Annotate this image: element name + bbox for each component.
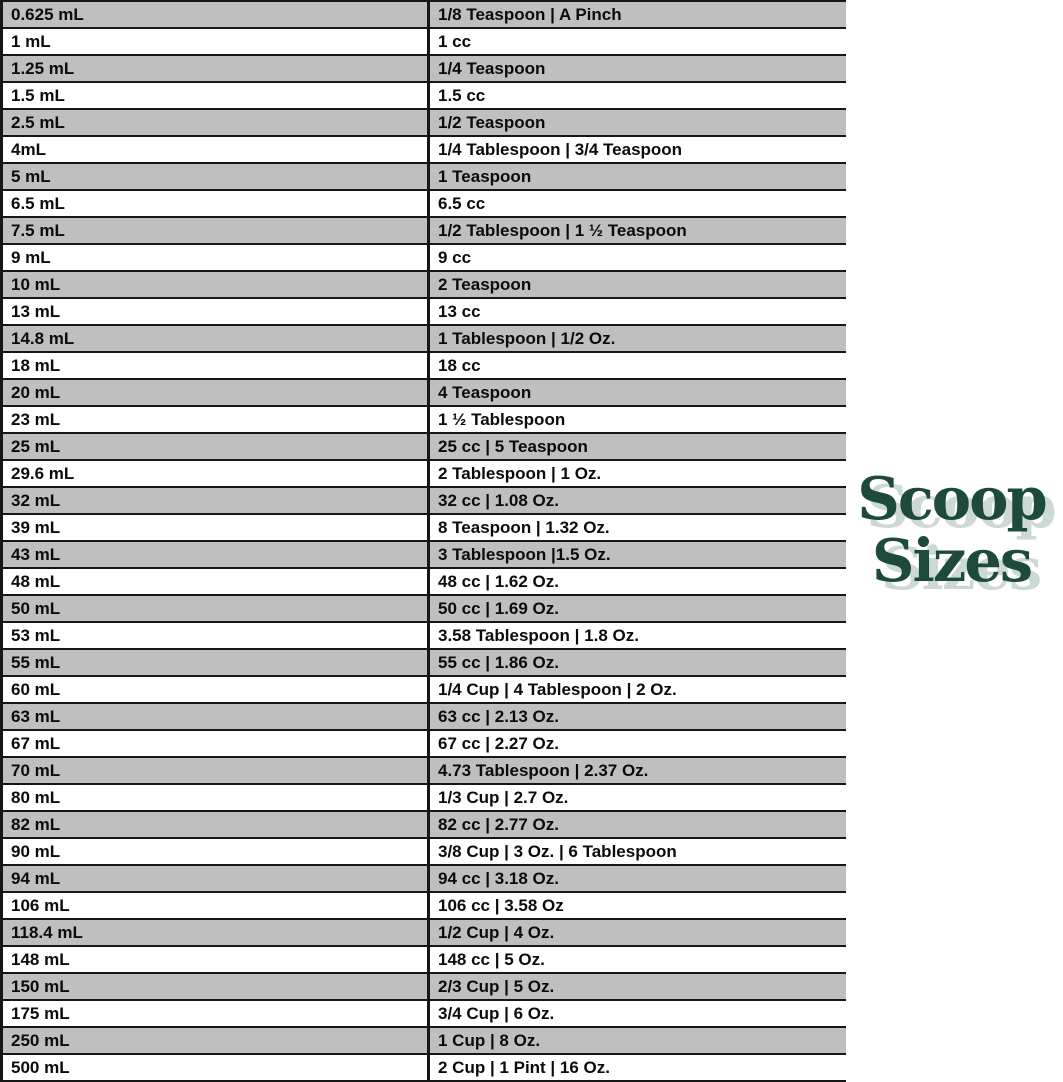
table-row: [2, 703, 847, 730]
table-row: [2, 190, 847, 217]
ml-cell: 14.8 mL: [2, 325, 429, 352]
table-row: [2, 649, 847, 676]
ml-cell: 0.625 mL: [2, 1, 429, 28]
conversion-cell: 18 cc: [429, 352, 847, 379]
ml-cell: 32 mL: [2, 487, 429, 514]
ml-cell: 9 mL: [2, 244, 429, 271]
ml-cell: 25 mL: [2, 433, 429, 460]
table-row: [2, 136, 847, 163]
conversion-cell: 1 Tablespoon | 1/2 Oz.: [429, 325, 847, 352]
scoop-sizes-logo: [840, 464, 1063, 595]
ml-cell: 4mL: [2, 136, 429, 163]
conversion-cell: 2 Tablespoon | 1 Oz.: [429, 460, 847, 487]
ml-cell: 43 mL: [2, 541, 429, 568]
ml-cell: 106 mL: [2, 892, 429, 919]
ml-cell: 90 mL: [2, 838, 429, 865]
conversion-cell: 1/4 Tablespoon | 3/4 Teaspoon: [429, 136, 847, 163]
conversion-cell: 1/3 Cup | 2.7 Oz.: [429, 784, 847, 811]
conversion-cell: 2 Cup | 1 Pint | 16 Oz.: [429, 1054, 847, 1081]
conversion-cell: 1 ½ Tablespoon: [429, 406, 847, 433]
conversion-cell: 8 Teaspoon | 1.32 Oz.: [429, 514, 847, 541]
table-row: [2, 1054, 847, 1081]
table-row: [2, 163, 847, 190]
conversion-cell: 3 Tablespoon |1.5 Oz.: [429, 541, 847, 568]
conversion-cell: 3.58 Tablespoon | 1.8 Oz.: [429, 622, 847, 649]
conversion-cell: 32 cc | 1.08 Oz.: [429, 487, 847, 514]
ml-cell: 48 mL: [2, 568, 429, 595]
ml-cell: 50 mL: [2, 595, 429, 622]
conversion-cell: 2/3 Cup | 5 Oz.: [429, 973, 847, 1000]
conversion-cell: 1 Teaspoon: [429, 163, 847, 190]
ml-cell: 63 mL: [2, 703, 429, 730]
conversion-cell: 9 cc: [429, 244, 847, 271]
conversion-cell: 1/4 Teaspoon: [429, 55, 847, 82]
conversion-cell: 2 Teaspoon: [429, 271, 847, 298]
conversion-cell: 82 cc | 2.77 Oz.: [429, 811, 847, 838]
table-row: [2, 568, 847, 595]
conversion-cell: 4 Teaspoon: [429, 379, 847, 406]
table-row: [2, 271, 847, 298]
table-row: [2, 514, 847, 541]
ml-cell: 20 mL: [2, 379, 429, 406]
conversion-table-body: [2, 1, 847, 1081]
ml-cell: 500 mL: [2, 1054, 429, 1081]
ml-cell: 2.5 mL: [2, 109, 429, 136]
conversion-cell: 1.5 cc: [429, 82, 847, 109]
table-row: [2, 28, 847, 55]
ml-cell: 150 mL: [2, 973, 429, 1000]
table-row: [2, 487, 847, 514]
conversion-cell: 106 cc | 3.58 Oz: [429, 892, 847, 919]
logo-line-sizes: Sizes: [871, 526, 1032, 595]
conversion-cell: 63 cc | 2.13 Oz.: [429, 703, 847, 730]
table-row: [2, 622, 847, 649]
table-row: [2, 325, 847, 352]
table-row: [2, 757, 847, 784]
ml-cell: 175 mL: [2, 1000, 429, 1027]
ml-cell: 1 mL: [2, 28, 429, 55]
ml-cell: 118.4 mL: [2, 919, 429, 946]
table-row: [2, 1027, 847, 1054]
conversion-cell: 1/2 Cup | 4 Oz.: [429, 919, 847, 946]
conversion-cell: 1 Cup | 8 Oz.: [429, 1027, 847, 1054]
logo-line-scoop: Scoop: [857, 464, 1046, 533]
conversion-cell: 25 cc | 5 Teaspoon: [429, 433, 847, 460]
ml-cell: 23 mL: [2, 406, 429, 433]
table-row: [2, 109, 847, 136]
conversion-cell: 55 cc | 1.86 Oz.: [429, 649, 847, 676]
conversion-cell: 148 cc | 5 Oz.: [429, 946, 847, 973]
table-row: [2, 82, 847, 109]
table-row: [2, 946, 847, 973]
table-row: [2, 973, 847, 1000]
ml-cell: 18 mL: [2, 352, 429, 379]
conversion-cell: 94 cc | 3.18 Oz.: [429, 865, 847, 892]
table-row: [2, 784, 847, 811]
ml-cell: 70 mL: [2, 757, 429, 784]
ml-cell: 53 mL: [2, 622, 429, 649]
table-row: [2, 838, 847, 865]
ml-cell: 1.25 mL: [2, 55, 429, 82]
ml-cell: 1.5 mL: [2, 82, 429, 109]
ml-cell: 7.5 mL: [2, 217, 429, 244]
ml-cell: 148 mL: [2, 946, 429, 973]
ml-cell: 80 mL: [2, 784, 429, 811]
table-row: [2, 865, 847, 892]
table-row: [2, 919, 847, 946]
conversion-cell: 3/8 Cup | 3 Oz. | 6 Tablespoon: [429, 838, 847, 865]
conversion-cell: 1/8 Teaspoon | A Pinch: [429, 1, 847, 28]
conversion-cell: 67 cc | 2.27 Oz.: [429, 730, 847, 757]
table-row: [2, 460, 847, 487]
ml-cell: 5 mL: [2, 163, 429, 190]
table-row: [2, 406, 847, 433]
table-row: [2, 730, 847, 757]
conversion-cell: 6.5 cc: [429, 190, 847, 217]
table-row: [2, 55, 847, 82]
conversion-cell: 1/2 Teaspoon: [429, 109, 847, 136]
table-row: [2, 1, 847, 28]
table-row: [2, 352, 847, 379]
ml-cell: 250 mL: [2, 1027, 429, 1054]
ml-cell: 60 mL: [2, 676, 429, 703]
ml-cell: 6.5 mL: [2, 190, 429, 217]
ml-cell: 39 mL: [2, 514, 429, 541]
table-row: [2, 433, 847, 460]
ml-cell: 10 mL: [2, 271, 429, 298]
table-row: [2, 1000, 847, 1027]
conversion-cell: 50 cc | 1.69 Oz.: [429, 595, 847, 622]
conversion-cell: 1/2 Tablespoon | 1 ½ Teaspoon: [429, 217, 847, 244]
conversion-cell: 3/4 Cup | 6 Oz.: [429, 1000, 847, 1027]
conversion-cell: 13 cc: [429, 298, 847, 325]
ml-cell: 55 mL: [2, 649, 429, 676]
conversion-cell: 1/4 Cup | 4 Tablespoon | 2 Oz.: [429, 676, 847, 703]
table-row: [2, 676, 847, 703]
ml-cell: 13 mL: [2, 298, 429, 325]
table-row: [2, 892, 847, 919]
conversion-cell: 48 cc | 1.62 Oz.: [429, 568, 847, 595]
conversion-cell: 1 cc: [429, 28, 847, 55]
table-row: [2, 298, 847, 325]
ml-cell: 94 mL: [2, 865, 429, 892]
table-row: [2, 244, 847, 271]
conversion-cell: 4.73 Tablespoon | 2.37 Oz.: [429, 757, 847, 784]
ml-cell: 29.6 mL: [2, 460, 429, 487]
table-row: [2, 811, 847, 838]
table-row: [2, 595, 847, 622]
table-row: [2, 379, 847, 406]
table-row: [2, 541, 847, 568]
ml-cell: 82 mL: [2, 811, 429, 838]
ml-cell: 67 mL: [2, 730, 429, 757]
table-row: [2, 217, 847, 244]
